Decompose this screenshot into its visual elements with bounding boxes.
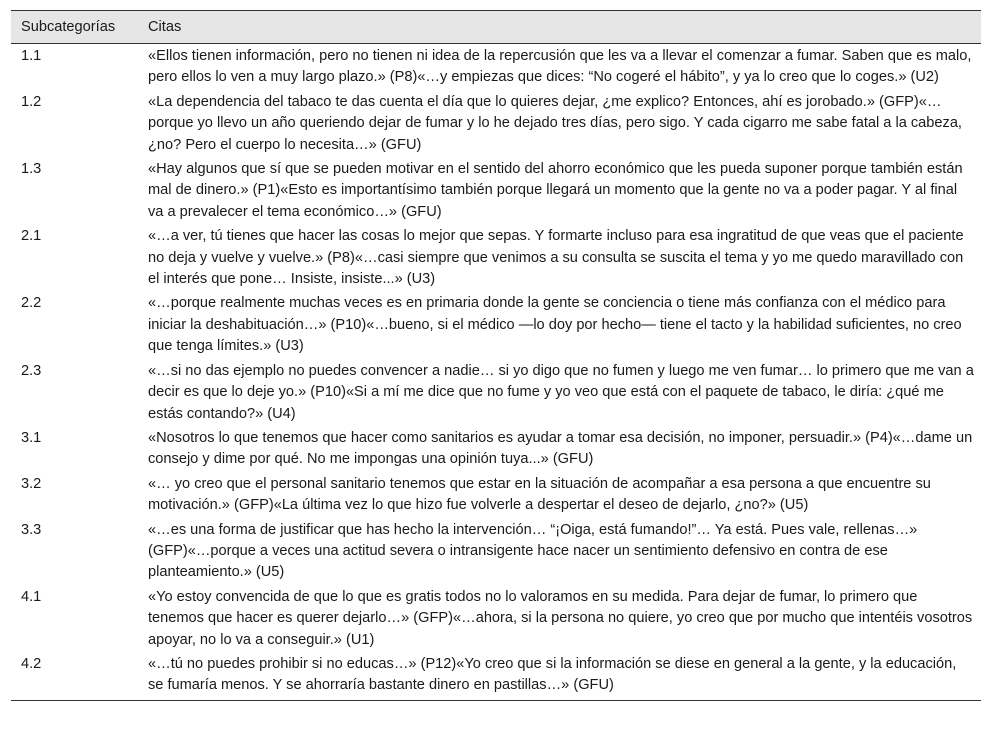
table-row	[11, 157, 981, 224]
table-row	[11, 472, 981, 518]
citation-cell: «…porque realmente muchas veces es en primaria donde la gente se conciencia o tiene más confianza con el médico para iniciar la deshabituación…» (P10)«…bueno, si el médico —lo doy por hecho— tiene el tacto y la habilidad suficientes, no creo que tenga límites.» (U3)	[148, 295, 962, 355]
table-row	[11, 90, 981, 157]
subcategory-cell: 1.1	[21, 48, 42, 64]
subcategory-cell: 3.1	[21, 429, 42, 446]
citation-cell: «Yo estoy convencida de que lo que es gratis todos no lo valoramos en su medida. Para dejar de fumar, lo primero que tenemos que hacer es querer dejarlo…» (GFP)«…ahora, si la persona no quiere, yo creo que por mucho que intentéis vosotros apoyar, no lo va a conseguir.» (U1)	[148, 588, 973, 648]
subcategory-cell: 4.1	[21, 588, 42, 605]
subcategory-cell: 3.2	[21, 475, 42, 492]
citation-cell: «Nosotros lo que tenemos que hacer como sanitarios es ayudar a tomar esa decisión, no imponer, persuadir.» (P4)«…dame un consejo y dime por qué. No me impongas una opinión tuya...» (GFU)	[148, 429, 973, 468]
citation-cell: «La dependencia del tabaco te das cuenta el día que lo quieres dejar, ¿me explico? Entonces, ahí es jorobado.» (GFP)«…porque yo llevo un año queriendo dejar de fumar y lo he dejado tres días, pero sigo. Y cada cigarro me sabe fatal a la cabeza, ¿no? Pero el cuerpo lo necesita…» (GFU)	[148, 93, 962, 153]
table-row	[11, 426, 981, 472]
citation-cell: «…es una forma de justificar que has hecho la intervención… “¡Oiga, está fumando!”… Ya está. Pues vale, rellenas…» (GFP)«…porque a veces una actitud severa o intransigente hace nacer un sentimiento defensivo en contra de ese planteamiento.» (U5)	[148, 521, 918, 581]
subcategory-cell: 2.2	[21, 295, 42, 312]
citations-table-container	[11, 10, 981, 701]
subcategory-cell: 2.1	[21, 228, 42, 245]
citation-cell: «… yo creo que el personal sanitario tenemos que estar en la situación de acompañar a esa persona a que encuentre su motivación.» (GFP)«La última vez lo que hizo fue volverle a despertar el deseo de dejarlo, ¿no?» (U5)	[148, 475, 931, 514]
citation-cell: «…a ver, tú tienes que hacer las cosas lo mejor que sepas. Y formarte incluso para esa ingratitud de que veas que el paciente no deja y vuelve y vuelve.» (P8)«…casi siempre que venimos a su consulta se suscita el tema y yo me quedo maravillado con el interés que pone… Insiste, insiste...» (U3)	[148, 228, 964, 288]
subcategory-cell: 1.3	[21, 161, 42, 178]
table-row	[11, 518, 981, 585]
column-header-citas: Citas	[138, 11, 981, 44]
table-row	[11, 359, 981, 426]
column-header-subcategorias: Subcategorías	[11, 11, 138, 44]
citation-cell: «…tú no puedes prohibir si no educas…» (P12)«Yo creo que si la información se diese en general a la gente, y la educación, se fumaría menos. Y se ahorraría bastante dinero en pastillas…» (GFU)	[138, 652, 981, 700]
citation-cell: «Ellos tienen información, pero no tienen ni idea de la repercusión que les va a llevar el comenzar a fumar. Saben que es malo, pero ellos lo ven a muy largo plazo.» (P8)«…y empiezas que dices: “No cogeré el hábito”, y ya lo creo que lo coges.» (U2)	[148, 48, 972, 86]
table-row	[11, 224, 981, 291]
table-row	[11, 291, 981, 358]
citation-cell: «Hay algunos que sí que se pueden motivar en el sentido del ahorro económico que les pueda suponer porque también están mal de dinero.» (P1)«Esto es importantísimo también porque llegará un momento que la gente no va a poder pagar. Y al final va a prevalecer el tema económico…» (GFU)	[148, 161, 963, 220]
subcategory-cell: 4.2	[11, 652, 138, 700]
subcategory-cell: 1.2	[21, 93, 42, 110]
subcategory-cell: 2.3	[21, 362, 42, 379]
table-header-row	[11, 11, 981, 44]
table-row	[11, 44, 981, 90]
table-row	[11, 652, 981, 700]
citation-cell: «…si no das ejemplo no puedes convencer a nadie… si yo digo que no fumen y luego me ven fumar… lo primero que me van a decir es que lo deje yo.» (P10)«Si a mí me dice que no fume y yo veo que está con el paquete de tabaco, le diría: ¿qué me estás contando?» (U4)	[148, 362, 974, 422]
citations-table	[11, 10, 981, 701]
table-row	[11, 585, 981, 652]
subcategory-cell: 3.3	[21, 521, 42, 538]
